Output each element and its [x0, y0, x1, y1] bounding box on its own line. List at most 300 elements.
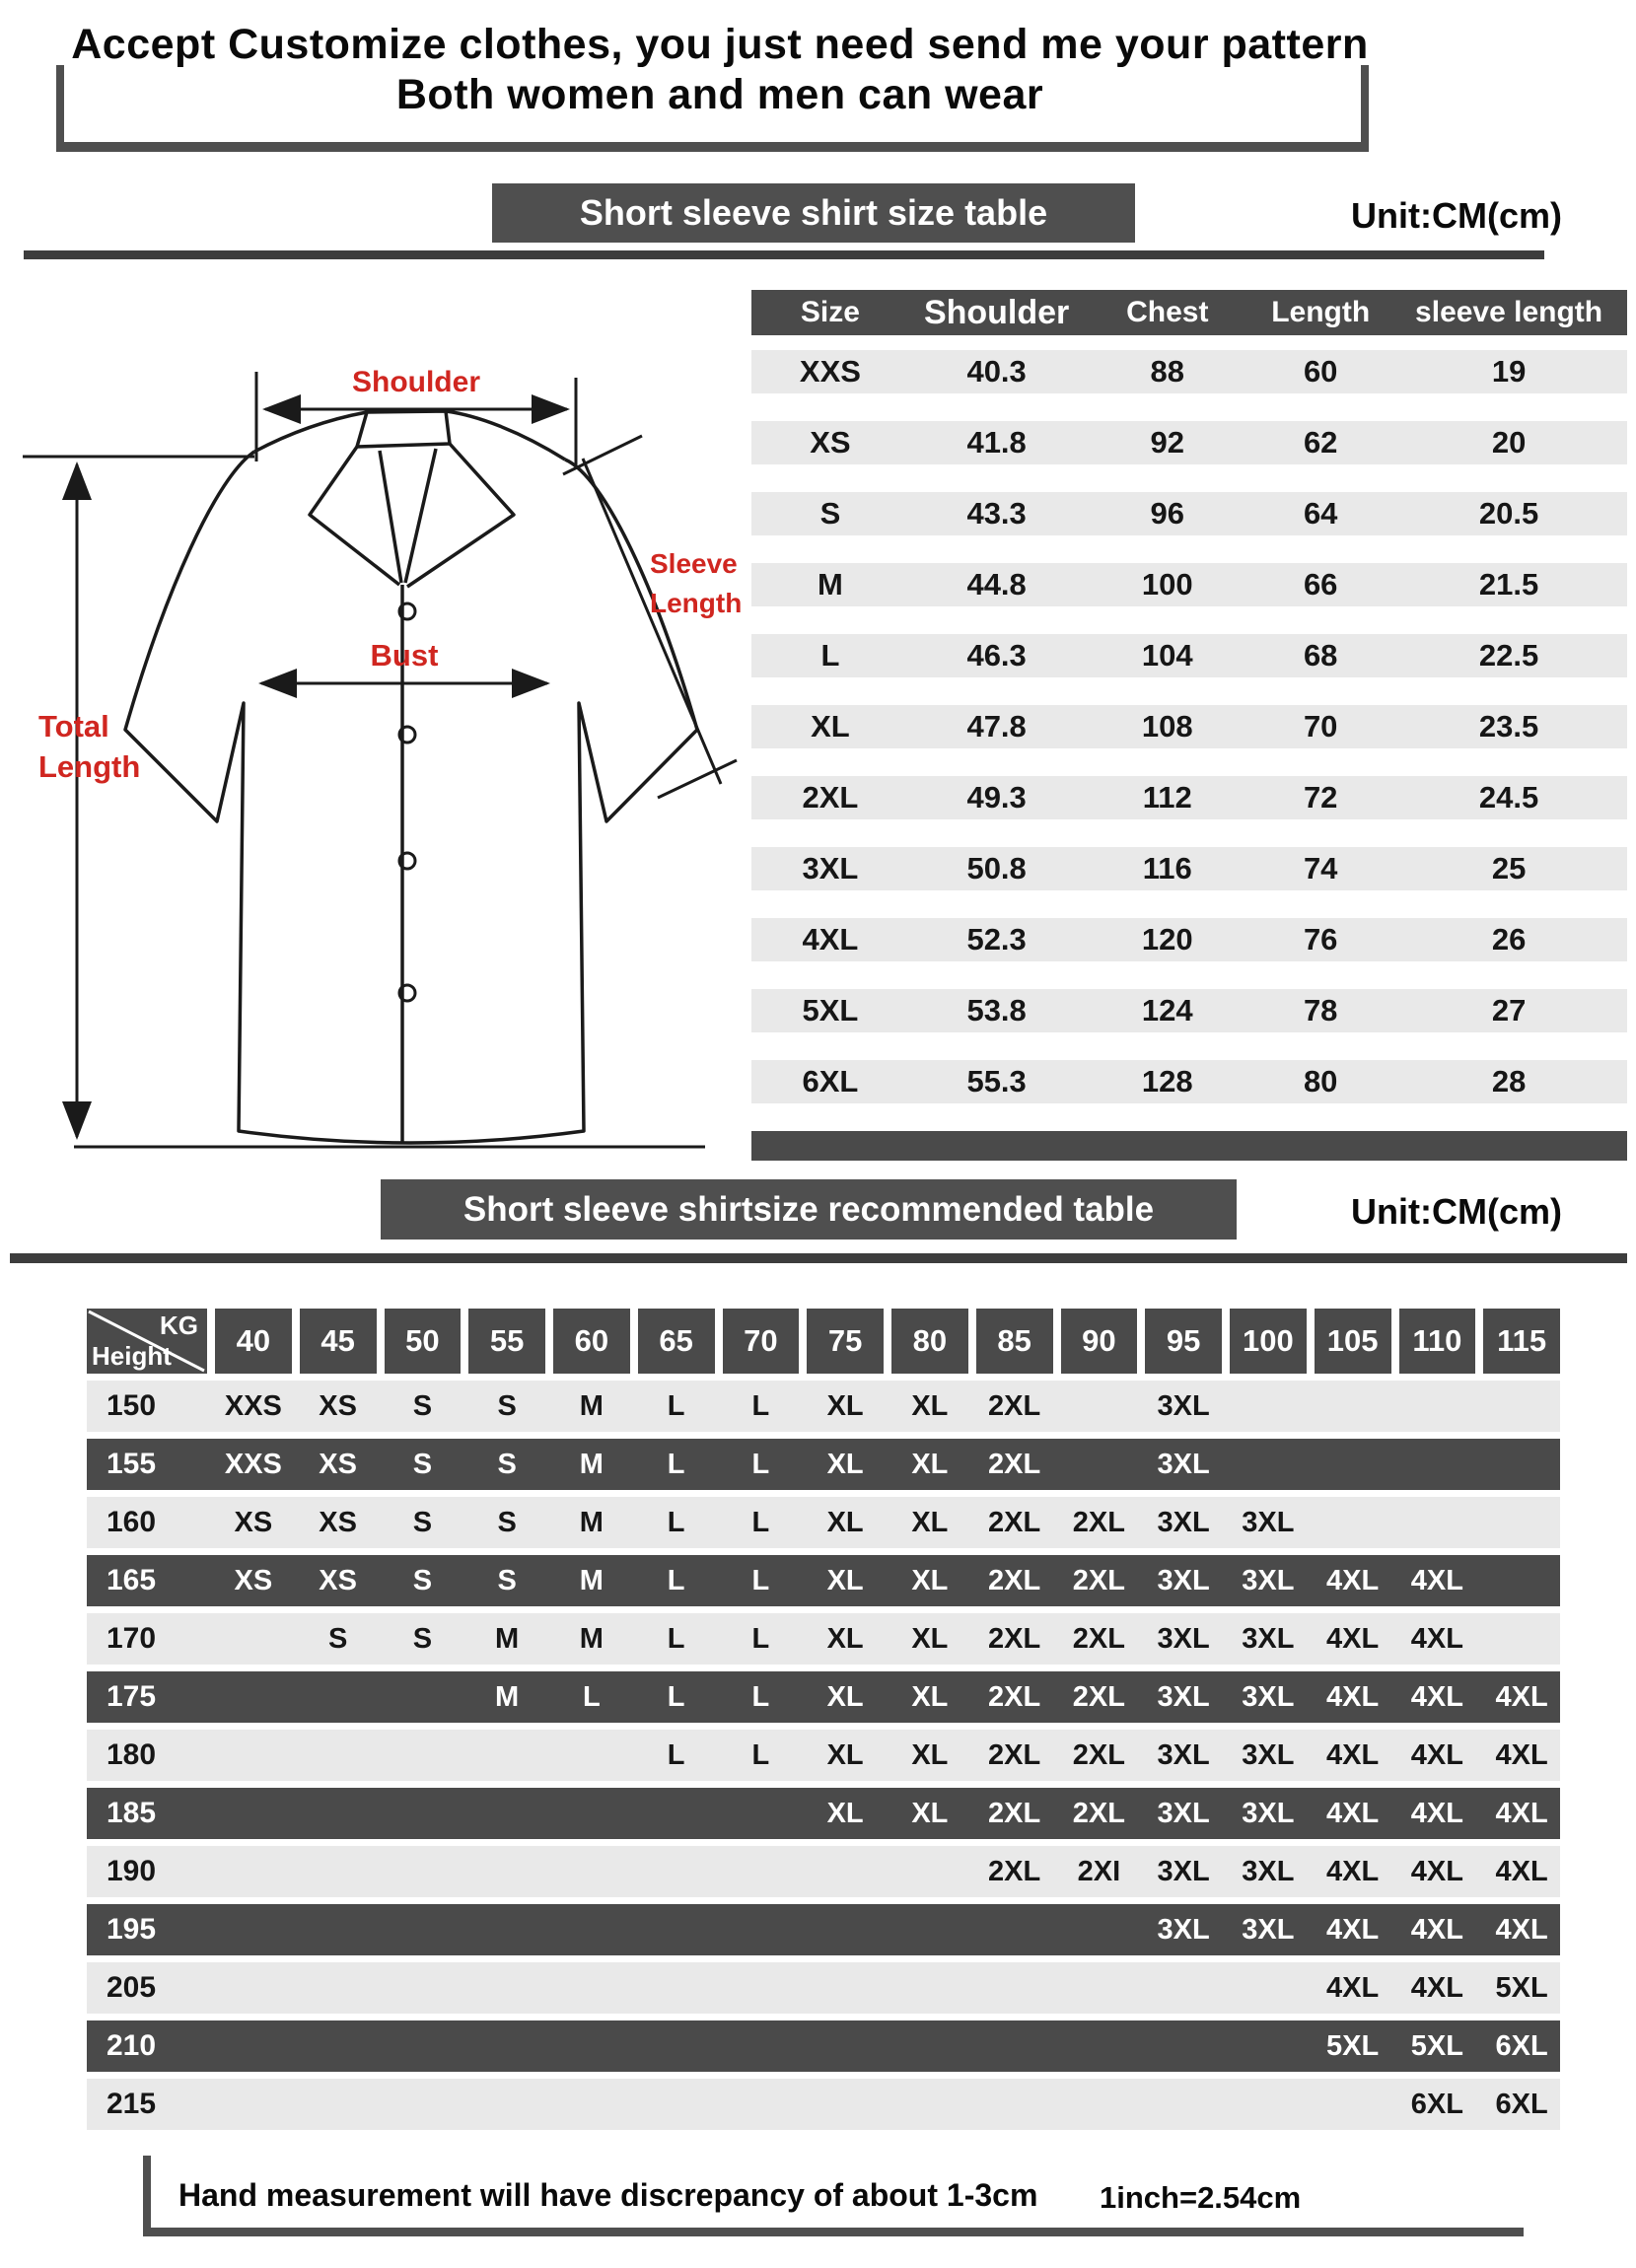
recommend-size-cell: 4XL: [1495, 1797, 1548, 1829]
kg-column-header: 40: [215, 1309, 292, 1374]
size-table-header: [751, 290, 1627, 335]
recommend-size-cell: [215, 1846, 292, 1897]
size-table-footer-bar: [751, 1131, 1627, 1161]
size-table-cell: XXS: [799, 354, 861, 389]
recommend-size-cell: L: [667, 1564, 685, 1596]
size-table-cell: 6XL: [802, 1064, 859, 1099]
recommend-size-cell: [638, 1846, 715, 1897]
kg-column-header: 80: [891, 1309, 968, 1374]
recommend-size-cell: 6XL: [1410, 2088, 1463, 2120]
kg-column-header: 110: [1399, 1309, 1476, 1374]
recommend-size-cell: [300, 1788, 377, 1839]
recommend-size-cell: [1483, 1439, 1560, 1490]
recommend-size-cell: [1061, 2079, 1138, 2130]
recommend-size-cell: 4XL: [1326, 1971, 1380, 2004]
recommend-size-cell: L: [751, 1738, 770, 1771]
recommend-table-header: [87, 1309, 1560, 1374]
recommend-size-cell: L: [751, 1564, 770, 1596]
recommend-size-cell: 2XL: [988, 1855, 1041, 1887]
size-table-col-length: Length: [1271, 296, 1371, 328]
recommend-size-cell: XL: [826, 1797, 864, 1829]
recommend-table-row: [87, 1497, 1560, 1548]
recommend-size-cell: XL: [911, 1680, 949, 1713]
recommend-size-cell: XL: [826, 1738, 864, 1771]
shirt-measurement-diagram: [15, 281, 749, 1164]
size-table-cell: 22.5: [1478, 638, 1539, 673]
recommend-table-row: [87, 1439, 1560, 1490]
size-table-cell: 74: [1303, 851, 1338, 886]
size-table-cell: 44.8: [966, 567, 1027, 602]
size-table-cell: 40.3: [966, 354, 1027, 389]
height-row-label: 210: [107, 2029, 157, 2062]
recommend-size-cell: [385, 2079, 462, 2130]
corner-height-label: Height: [92, 1341, 172, 1371]
recommend-size-cell: [553, 1904, 630, 1955]
recommend-size-cell: S: [497, 1389, 517, 1422]
recommend-size-cell: [553, 1962, 630, 2014]
divider-rule-top: [24, 250, 1544, 259]
size-table-cell: 47.8: [966, 709, 1027, 744]
recommend-table-row: [87, 1846, 1560, 1897]
recommend-size-cell: 4XL: [1410, 1622, 1463, 1655]
size-table-cell: 128: [1141, 1064, 1193, 1099]
bust-label: Bust: [370, 638, 439, 673]
recommend-size-cell: M: [579, 1506, 604, 1538]
size-table-cell: 23.5: [1478, 709, 1539, 744]
recommend-size-cell: S: [412, 1389, 433, 1422]
recommend-size-cell: [1399, 1381, 1476, 1432]
size-table-cell: 4XL: [802, 922, 859, 957]
size-table-cell: 88: [1150, 354, 1185, 389]
recommend-size-cell: 2XI: [1077, 1855, 1121, 1887]
recommend-size-cell: [638, 1788, 715, 1839]
recommend-size-cell: [723, 1904, 800, 1955]
recommend-size-cell: L: [667, 1680, 685, 1713]
recommend-size-cell: [300, 1904, 377, 1955]
recommend-size-cell: [468, 2079, 545, 2130]
recommend-size-cell: [1483, 1497, 1560, 1548]
kg-column-header: 70: [723, 1309, 800, 1374]
size-table-cell: 50.8: [966, 851, 1027, 886]
size-table-cell: 124: [1141, 993, 1193, 1028]
recommend-size-cell: 4XL: [1326, 1564, 1380, 1596]
recommend-size-cell: 4XL: [1495, 1855, 1548, 1887]
divider-rule-middle: [10, 1253, 1627, 1263]
size-table-cell: 20.5: [1478, 496, 1539, 531]
recommend-size-cell: XL: [911, 1506, 949, 1538]
recommend-size-cell: 3XL: [1242, 1622, 1295, 1655]
recommend-size-cell: [553, 2079, 630, 2130]
recommend-size-cell: [1145, 2020, 1222, 2072]
recommend-size-cell: [1061, 1962, 1138, 2014]
size-table-cell: 49.3: [966, 780, 1027, 815]
recommend-size-cell: 2XL: [1072, 1564, 1125, 1596]
recommend-size-cell: [385, 2020, 462, 2072]
recommend-size-cell: M: [579, 1448, 604, 1480]
recommend-table-row: [87, 1788, 1560, 1839]
height-row-label: 150: [107, 1389, 157, 1422]
recommend-size-cell: L: [583, 1680, 601, 1713]
recommend-size-cell: 2XL: [1072, 1738, 1125, 1771]
recommend-size-cell: 4XL: [1326, 1680, 1380, 1713]
recommend-size-cell: S: [497, 1448, 517, 1480]
recommend-size-cell: [300, 2020, 377, 2072]
recommend-size-cell: 2XL: [988, 1797, 1041, 1829]
size-table-cell: 46.3: [966, 638, 1027, 673]
height-row-label: 175: [107, 1680, 157, 1713]
recommend-size-cell: 2XL: [988, 1564, 1041, 1596]
size-table-cell: 52.3: [966, 922, 1027, 957]
recommend-size-cell: 3XL: [1157, 1738, 1210, 1771]
size-table-row: [751, 918, 1627, 961]
recommend-size-cell: [553, 2020, 630, 2072]
recommend-table-row: [87, 1613, 1560, 1665]
page-title: [39, 20, 1400, 120]
size-table-cell: 2XL: [802, 780, 859, 815]
recommend-size-cell: XL: [826, 1506, 864, 1538]
size-table-cell: 76: [1303, 922, 1338, 957]
recommend-size-cell: [1315, 1381, 1391, 1432]
footer-note: Hand measurement will have discrepancy of about 1-3cm: [178, 2177, 1038, 2213]
height-row-label: 185: [107, 1797, 157, 1829]
recommend-size-cell: [723, 2020, 800, 2072]
recommend-size-cell: [807, 2020, 884, 2072]
recommend-size-cell: [215, 1730, 292, 1781]
recommend-size-cell: M: [495, 1680, 520, 1713]
kg-column-header: 50: [385, 1309, 462, 1374]
recommend-size-cell: 2XL: [988, 1506, 1041, 1538]
size-table-cell: L: [820, 638, 840, 673]
recommend-size-cell: [891, 2079, 968, 2130]
height-row-label: 160: [107, 1506, 157, 1538]
recommend-size-cell: M: [579, 1389, 604, 1422]
size-table-row: [751, 1060, 1627, 1103]
recommend-size-cell: [215, 1788, 292, 1839]
size-table-row: [751, 776, 1627, 819]
recommend-size-cell: [468, 1788, 545, 1839]
size-table-cell: 96: [1150, 496, 1185, 531]
height-row-label: 215: [107, 2088, 157, 2120]
size-table-col-sleeve: sleeve length: [1415, 296, 1603, 328]
size-table-cell: 120: [1141, 922, 1193, 957]
recommend-size-cell: 3XL: [1242, 1680, 1295, 1713]
recommend-size-cell: 3XL: [1157, 1913, 1210, 1946]
size-table-cell: 19: [1491, 354, 1527, 389]
recommend-size-cell: S: [497, 1506, 517, 1538]
recommend-table-row: [87, 2079, 1560, 2130]
recommend-size-cell: XL: [911, 1389, 949, 1422]
recommend-size-cell: [1061, 1381, 1138, 1432]
size-table-cell: 100: [1141, 567, 1193, 602]
size-table-cell: 92: [1150, 425, 1185, 460]
recommend-size-cell: 4XL: [1495, 1913, 1548, 1946]
recommend-size-cell: [385, 1788, 462, 1839]
recommend-size-cell: 4XL: [1326, 1913, 1380, 1946]
recommend-size-cell: [215, 1904, 292, 1955]
recommend-size-cell: XL: [911, 1564, 949, 1596]
size-table-cell: 78: [1303, 993, 1338, 1028]
recommend-size-cell: [638, 1962, 715, 2014]
recommend-size-cell: [1145, 1962, 1222, 2014]
recommend-size-cell: [1061, 1439, 1138, 1490]
recommend-table-row: [87, 2020, 1560, 2072]
size-table-row: [751, 563, 1627, 606]
recommend-table-unit-label: Unit:CM(cm): [1351, 1191, 1562, 1232]
recommend-size-cell: [891, 1962, 968, 2014]
recommend-size-cell: [723, 1846, 800, 1897]
recommend-size-cell: XL: [911, 1738, 949, 1771]
recommend-size-cell: XL: [911, 1448, 949, 1480]
shirt-outline: [125, 411, 697, 1143]
recommend-size-cell: 3XL: [1242, 1738, 1295, 1771]
recommend-size-cell: 2XL: [988, 1622, 1041, 1655]
recommend-size-cell: [1061, 1904, 1138, 1955]
recommend-size-cell: 2XL: [988, 1738, 1041, 1771]
recommend-size-cell: [1230, 1439, 1307, 1490]
size-table-cell: 64: [1303, 496, 1338, 531]
recommend-size-cell: L: [751, 1389, 770, 1422]
recommend-size-cell: L: [751, 1680, 770, 1713]
recommend-size-cell: [807, 2079, 884, 2130]
recommend-size-cell: XS: [319, 1389, 357, 1422]
recommend-size-cell: [468, 2020, 545, 2072]
recommend-size-cell: XS: [319, 1506, 357, 1538]
recommend-size-cell: [891, 1904, 968, 1955]
recommend-size-cell: [468, 1962, 545, 2014]
kg-column-header: 60: [553, 1309, 630, 1374]
recommend-size-cell: [385, 1846, 462, 1897]
header-line2: Both women and men can wear: [395, 71, 1044, 118]
recommend-size-cell: [300, 1846, 377, 1897]
recommend-size-cell: 4XL: [1410, 1971, 1463, 2004]
recommend-size-cell: [300, 1962, 377, 2014]
recommend-table-banner: Short sleeve shirtsize recommended table: [381, 1179, 1237, 1240]
size-table-cell: 116: [1142, 851, 1192, 886]
size-table-cell: 25: [1491, 851, 1527, 886]
size-table-cell: 24.5: [1478, 780, 1539, 815]
size-table-cell: M: [818, 567, 843, 602]
recommend-size-cell: [1230, 2020, 1307, 2072]
recommend-size-cell: [468, 1904, 545, 1955]
recommend-size-cell: 4XL: [1495, 1680, 1548, 1713]
recommend-size-cell: XL: [826, 1448, 864, 1480]
recommend-size-cell: 3XL: [1242, 1855, 1295, 1887]
recommend-size-cell: 4XL: [1326, 1797, 1380, 1829]
recommend-size-cell: 3XL: [1157, 1855, 1210, 1887]
recommend-table-body: [87, 1381, 1560, 2130]
recommend-size-cell: [638, 2079, 715, 2130]
recommend-size-cell: [976, 1962, 1053, 2014]
height-row-label: 170: [107, 1622, 157, 1655]
recommend-table: [87, 1309, 1560, 2130]
recommend-size-cell: 5XL: [1326, 2029, 1380, 2062]
kg-column-header: 100: [1230, 1309, 1307, 1374]
size-table-unit-label: Unit:CM(cm): [1351, 195, 1562, 236]
recommend-size-cell: L: [667, 1738, 685, 1771]
size-table-cell: 5XL: [802, 993, 859, 1028]
size-table-cell: 28: [1491, 1064, 1527, 1099]
recommend-size-cell: 2XL: [988, 1680, 1041, 1713]
recommend-size-cell: [385, 1730, 462, 1781]
size-table-cell: 104: [1141, 638, 1193, 673]
size-table-cell: 21.5: [1478, 567, 1539, 602]
recommend-size-cell: M: [579, 1622, 604, 1655]
size-table-cell: 62: [1303, 425, 1338, 460]
recommend-size-cell: 4XL: [1326, 1622, 1380, 1655]
recommend-size-cell: [1315, 1497, 1391, 1548]
kg-column-header: 75: [807, 1309, 884, 1374]
height-row-label: 190: [107, 1855, 157, 1887]
recommend-size-cell: XL: [826, 1389, 864, 1422]
size-table-row: [751, 847, 1627, 890]
recommend-size-cell: XS: [234, 1506, 273, 1538]
recommend-size-cell: [300, 1671, 377, 1723]
size-table-cell: 66: [1303, 567, 1338, 602]
size-table-cell: 41.8: [966, 425, 1027, 460]
recommend-size-cell: [1061, 2020, 1138, 2072]
recommend-size-cell: 5XL: [1410, 2029, 1463, 2062]
recommend-size-cell: 2XL: [1072, 1680, 1125, 1713]
size-table: [751, 290, 1627, 1161]
recommend-size-cell: XS: [319, 1564, 357, 1596]
recommend-size-cell: [468, 1730, 545, 1781]
recommend-size-cell: [1399, 1497, 1476, 1548]
recommend-size-cell: 2XL: [988, 1448, 1041, 1480]
recommend-size-cell: [891, 1846, 968, 1897]
recommend-size-cell: [1483, 1555, 1560, 1606]
recommend-size-cell: 6XL: [1495, 2088, 1548, 2120]
recommend-size-cell: 3XL: [1242, 1913, 1295, 1946]
height-row-label: 180: [107, 1738, 157, 1771]
recommend-size-cell: 4XL: [1410, 1913, 1463, 1946]
recommend-size-cell: XL: [911, 1622, 949, 1655]
kg-column-header: 55: [468, 1309, 545, 1374]
recommend-size-cell: 2XL: [988, 1389, 1041, 1422]
recommend-size-cell: [1315, 1439, 1391, 1490]
recommend-size-cell: [723, 1962, 800, 2014]
recommend-size-cell: [638, 1904, 715, 1955]
size-table-body: [751, 350, 1627, 1103]
size-table-banner: Short sleeve shirt size table: [492, 183, 1135, 243]
recommend-size-cell: [976, 2079, 1053, 2130]
size-table-row: [751, 705, 1627, 748]
size-table-cell: 108: [1141, 709, 1193, 744]
recommend-size-cell: [1399, 1439, 1476, 1490]
recommend-size-cell: [215, 2020, 292, 2072]
recommend-size-cell: [468, 1846, 545, 1897]
size-table-row: [751, 634, 1627, 677]
recommend-size-cell: M: [495, 1622, 520, 1655]
recommend-size-cell: S: [412, 1506, 433, 1538]
recommend-size-cell: XXS: [224, 1389, 282, 1422]
size-table-cell: 20: [1491, 425, 1527, 460]
size-table-cell: 43.3: [966, 496, 1027, 531]
recommend-size-cell: [1230, 1381, 1307, 1432]
recommend-size-cell: 4XL: [1410, 1680, 1463, 1713]
recommend-size-cell: XL: [826, 1622, 864, 1655]
recommend-size-cell: 2XL: [1072, 1797, 1125, 1829]
size-table-cell: 53.8: [966, 993, 1027, 1028]
height-row-label: 155: [107, 1448, 157, 1480]
recommend-size-cell: 3XL: [1242, 1564, 1295, 1596]
height-row-label: 205: [107, 1971, 157, 2004]
footer-conversion: 1inch=2.54cm: [1100, 2180, 1302, 2215]
recommend-table-row: [87, 1730, 1560, 1781]
recommend-size-cell: [1230, 2079, 1307, 2130]
recommend-size-cell: 3XL: [1157, 1797, 1210, 1829]
recommend-size-cell: [891, 2020, 968, 2072]
recommend-size-cell: L: [667, 1622, 685, 1655]
recommend-size-cell: 3XL: [1157, 1389, 1210, 1422]
recommend-size-cell: [385, 1671, 462, 1723]
shoulder-label: Shoulder: [351, 366, 481, 398]
corner-kg-label: KG: [160, 1311, 198, 1340]
recommend-size-cell: S: [412, 1448, 433, 1480]
recommend-size-cell: 3XL: [1242, 1506, 1295, 1538]
total-length-label-line1: Total: [38, 709, 109, 744]
recommend-table-row: [87, 1904, 1560, 1955]
recommend-size-cell: 2XL: [1072, 1506, 1125, 1538]
size-table-col-size: Size: [800, 296, 860, 328]
recommend-size-cell: [807, 1904, 884, 1955]
size-table-col-chest: Chest: [1126, 296, 1209, 328]
recommend-size-cell: 3XL: [1157, 1680, 1210, 1713]
recommend-size-cell: 4XL: [1410, 1738, 1463, 1771]
recommend-size-cell: L: [751, 1622, 770, 1655]
recommend-size-cell: [553, 1788, 630, 1839]
recommend-size-cell: [300, 1730, 377, 1781]
recommend-size-cell: [807, 1846, 884, 1897]
size-table-row: [751, 989, 1627, 1032]
size-table-cell: 26: [1491, 922, 1527, 957]
recommend-size-cell: 3XL: [1157, 1622, 1210, 1655]
recommend-size-cell: 3XL: [1157, 1448, 1210, 1480]
kg-column-header: 45: [300, 1309, 377, 1374]
recommend-size-cell: L: [667, 1506, 685, 1538]
recommend-size-cell: [215, 1613, 292, 1665]
size-table-cell: 3XL: [802, 851, 859, 886]
recommend-size-cell: [723, 1788, 800, 1839]
recommend-size-cell: [385, 1904, 462, 1955]
recommend-table-row: [87, 1671, 1560, 1723]
recommend-size-cell: L: [667, 1389, 685, 1422]
footer-note-block: [143, 2156, 1524, 2236]
recommend-size-cell: [215, 1962, 292, 2014]
size-table-col-shoulder: Shoulder: [923, 293, 1070, 331]
size-table-cell: 72: [1303, 780, 1338, 815]
size-table-row: [751, 350, 1627, 393]
recommend-size-cell: XS: [234, 1564, 273, 1596]
recommend-size-cell: L: [751, 1506, 770, 1538]
recommend-size-cell: XS: [319, 1448, 357, 1480]
recommend-size-cell: 3XL: [1157, 1506, 1210, 1538]
recommend-size-cell: L: [667, 1448, 685, 1480]
recommend-table-row: [87, 1381, 1560, 1432]
height-row-label: 165: [107, 1564, 157, 1596]
recommend-size-cell: 4XL: [1326, 1738, 1380, 1771]
recommend-size-cell: 2XL: [1072, 1622, 1125, 1655]
header-line1: Accept Customize clothes, you just need send me your pattern: [71, 21, 1369, 68]
recommend-size-cell: S: [327, 1622, 348, 1655]
recommend-size-cell: [1145, 2079, 1222, 2130]
recommend-size-cell: XL: [826, 1564, 864, 1596]
size-table-cell: XL: [811, 709, 850, 744]
recommend-size-cell: [1483, 1613, 1560, 1665]
recommend-size-cell: 4XL: [1410, 1564, 1463, 1596]
recommend-size-cell: [807, 1962, 884, 2014]
recommend-size-cell: M: [579, 1564, 604, 1596]
recommend-size-cell: XXS: [224, 1448, 282, 1480]
